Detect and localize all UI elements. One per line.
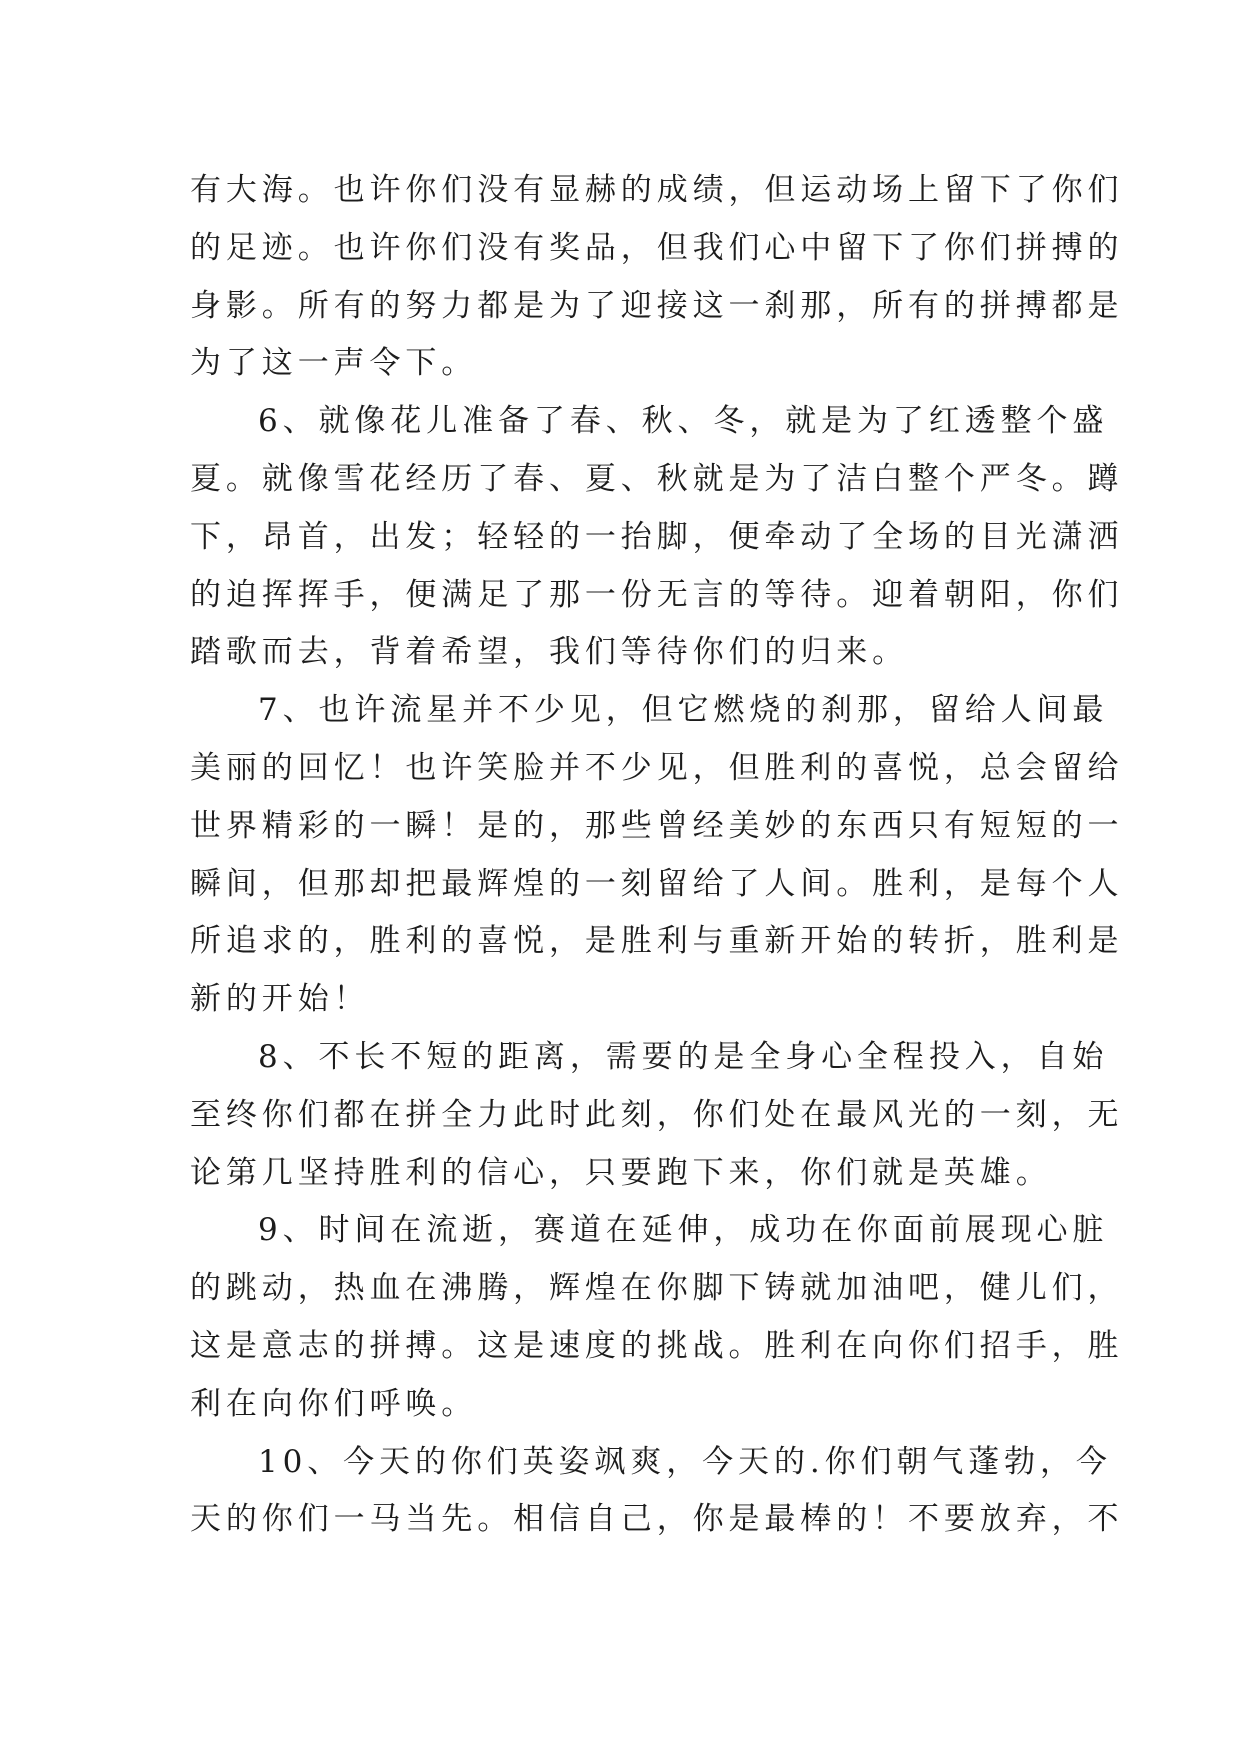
text-line: 美丽的回忆！也许笑脸并不少见，但胜利的喜悦，总会留给 <box>190 749 1124 786</box>
paragraph-7-first-line: 7、也许流星并不少见，但它燃烧的刹那，留给人间最 <box>258 692 1109 729</box>
text-line: 身影。所有的努力都是为了迎接这一刹那，所有的拼搏都是 <box>190 287 1124 324</box>
text-line: 世界精彩的一瞬！是的，那些曾经美妙的东西只有短短的一 <box>190 807 1124 844</box>
text-line: 的迫挥挥手，便满足了那一份无言的等待。迎着朝阳，你们 <box>190 576 1124 613</box>
paragraph-10-first-line: 10、今天的你们英姿飒爽，今天的.你们朝气蓬勃，今 <box>258 1443 1112 1480</box>
text-line: 为了这一声令下。 <box>190 345 478 382</box>
text-line: 利在向你们呼唤。 <box>190 1385 478 1422</box>
text-line: 新的开始！ <box>190 981 370 1018</box>
text-line: 天的你们一马当先。相信自己，你是最棒的！不要放弃，不 <box>190 1501 1124 1538</box>
text-line: 所追求的，胜利的喜悦，是胜利与重新开始的转折，胜利是 <box>190 923 1124 960</box>
text-line: 下，昂首，出发；轻轻的一抬脚，便牵动了全场的目光潇洒 <box>190 518 1124 555</box>
body-text <box>190 162 1124 1549</box>
text-line: 的足迹。也许你们没有奖品，但我们心中留下了你们拼搏的 <box>190 229 1124 266</box>
paragraph-9-first-line: 9、时间在流逝，赛道在延伸，成功在你面前展现心脏 <box>258 1212 1109 1249</box>
text-line: 论第几坚持胜利的信心，只要跑下来，你们就是英雄。 <box>190 1154 1052 1191</box>
text-line: 夏。就像雪花经历了春、夏、秋就是为了洁白整个严冬。蹲 <box>190 460 1124 497</box>
paragraph-6-first-line: 6、就像花儿准备了春、秋、冬，就是为了红透整个盛 <box>258 403 1109 440</box>
text-line: 这是意志的拼搏。这是速度的挑战。胜利在向你们招手，胜 <box>190 1327 1124 1364</box>
paragraph-8-first-line: 8、不长不短的距离，需要的是全身心全程投入，自始 <box>258 1038 1109 1075</box>
text-line: 瞬间，但那却把最辉煌的一刻留给了人间。胜利，是每个人 <box>190 865 1124 902</box>
text-line: 踏歌而去，背着希望，我们等待你们的归来。 <box>190 634 908 671</box>
text-line: 有大海。也许你们没有显赫的成绩，但运动场上留下了你们 <box>190 172 1124 208</box>
text-line: 的跳动，热血在沸腾，辉煌在你脚下铸就加油吧，健儿们， <box>190 1270 1124 1307</box>
text-line: 至终你们都在拼全力此时此刻，你们处在最风光的一刻，无 <box>190 1096 1124 1133</box>
